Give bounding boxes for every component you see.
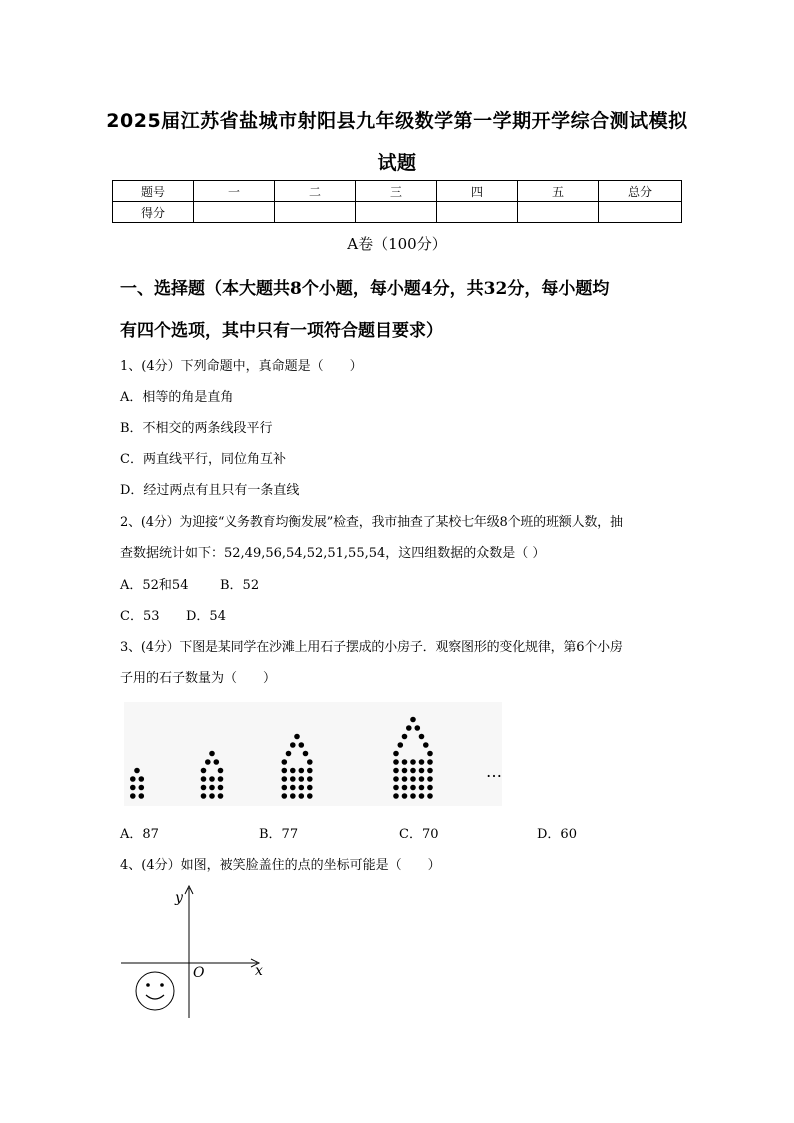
q3-stem-line-2: 子用的石子数量为（ ） <box>120 671 277 686</box>
pebble-dot <box>410 717 416 723</box>
pebble-dot <box>402 734 408 740</box>
pebble-dot <box>393 751 399 757</box>
pebble-dot <box>402 768 408 774</box>
pebble-dot <box>393 793 399 799</box>
score-cell <box>518 202 599 223</box>
smiley-face-icon <box>136 972 174 1010</box>
q1-option-d: D．经过两点有且只有一条直线 <box>120 483 300 498</box>
pebble-dot <box>139 776 145 782</box>
pebble-dot <box>427 768 433 774</box>
q3-option-d: D．60 <box>537 827 577 842</box>
pebble-dot <box>209 785 215 791</box>
q1-option-c: C．两直线平行，同位角互补 <box>120 452 286 467</box>
q2-stem-line-2: 查数据统计如下：52,49,56,54,52,51,55,54，这四组数据的众数是（ ） <box>120 546 546 561</box>
q3-options-row <box>120 823 680 842</box>
pebble-dot <box>423 742 429 748</box>
pebble-dot <box>218 768 224 774</box>
smiley-right-eye <box>160 983 164 987</box>
pebble-dot <box>290 768 296 774</box>
y-axis-label: y <box>175 890 183 906</box>
pebble-dot <box>209 776 215 782</box>
score-table <box>112 180 682 223</box>
score-table-header-cell: 三 <box>356 181 437 202</box>
pebble-dot <box>139 793 145 799</box>
pebble-dot <box>307 759 313 765</box>
pebble-dot <box>402 785 408 791</box>
pebble-dot <box>290 793 296 799</box>
pebble-dot <box>402 793 408 799</box>
pebble-dot <box>299 776 305 782</box>
pebble-dot <box>393 768 399 774</box>
pebble-dot <box>419 759 425 765</box>
pebble-dot <box>290 776 296 782</box>
pebble-dot <box>282 793 288 799</box>
pebble-dot <box>282 785 288 791</box>
pebble-dot <box>201 793 207 799</box>
score-cell <box>275 202 356 223</box>
pebble-dot <box>299 793 305 799</box>
pebble-dot <box>402 776 408 782</box>
part1-title-line-1: 一、选择题（本大题共8个小题，每小题4分，共32分，每小题均 <box>120 279 610 299</box>
pebble-dot <box>427 776 433 782</box>
pebble-dot <box>130 793 136 799</box>
page-title-line-2: 试题 <box>377 152 417 174</box>
pebble-dot <box>130 776 136 782</box>
pebble-dot <box>410 759 416 765</box>
score-table-header-cell: 二 <box>275 181 356 202</box>
pebble-dot <box>130 785 136 791</box>
pebble-dot <box>294 734 300 740</box>
page-title-line-1: 2025届江苏省盐城市射阳县九年级数学第一学期开学综合测试模拟 <box>106 110 688 132</box>
pebble-dot <box>419 785 425 791</box>
figure-ellipsis: … <box>486 762 502 781</box>
figure-background <box>124 702 502 806</box>
smiley-mouth <box>146 995 164 999</box>
pebble-dot <box>218 776 224 782</box>
score-cell <box>356 202 437 223</box>
q3-option-a: A．87 <box>120 827 159 842</box>
pebble-dot <box>205 759 211 765</box>
pebble-dot <box>299 742 305 748</box>
pebble-dot <box>410 776 416 782</box>
pebble-dot <box>209 793 215 799</box>
score-table-header-cell: 一 <box>194 181 275 202</box>
pebble-dot <box>214 759 220 765</box>
pebble-dot <box>419 793 425 799</box>
score-cell <box>194 202 275 223</box>
pebble-dot <box>282 759 288 765</box>
pebble-dot <box>427 751 433 757</box>
part1-title-line-2: 有四个选项，其中只有一项符合题目要求） <box>120 321 443 341</box>
q3-option-c: C．70 <box>399 827 439 842</box>
pebble-dot <box>427 759 433 765</box>
pebble-dot <box>209 751 215 757</box>
pebble-dot <box>134 768 140 774</box>
pebble-dot <box>299 768 305 774</box>
q2-stem-line-1: 2、(4分）为迎接“义务教育均衡发展”检查，我市抽查了某校七年级8个班的班额人数，抽 <box>120 515 623 530</box>
score-cell <box>599 202 682 223</box>
pebble-dot <box>290 785 296 791</box>
q3-option-b: B．77 <box>259 827 299 842</box>
q2-option-b: B．52 <box>220 578 260 593</box>
pebble-dot <box>419 768 425 774</box>
pebble-dot <box>410 768 416 774</box>
pebble-dot <box>419 776 425 782</box>
origin-label: O <box>193 965 205 981</box>
score-table-header-cell: 题号 <box>113 181 194 202</box>
score-table-row-label: 得分 <box>113 202 194 223</box>
q2-options-row-2 <box>120 605 680 624</box>
score-table-score-row <box>113 202 682 223</box>
x-axis-label: x <box>255 963 263 979</box>
pebble-dot <box>415 725 421 731</box>
pebble-dot <box>286 751 292 757</box>
pebble-dot <box>218 793 224 799</box>
pebble-dot <box>303 751 309 757</box>
pebble-dot <box>402 759 408 765</box>
pebble-dot <box>410 793 416 799</box>
pebble-dot <box>406 725 412 731</box>
pebble-dot <box>393 776 399 782</box>
smiley-left-eye <box>146 983 150 987</box>
pebble-dot <box>398 742 404 748</box>
q1-option-b: B．不相交的两条线段平行 <box>120 421 273 436</box>
q4-stem: 4、(4分）如图，被笑脸盖住的点的坐标可能是（ ） <box>120 858 441 873</box>
smiley-outline <box>136 972 174 1010</box>
pebble-dot <box>419 734 425 740</box>
pebble-dot <box>201 785 207 791</box>
q3-stem-line-1: 3、(4分）下图是某同学在沙滩上用石子摆成的小房子．观察图形的变化规律，第6个小房 <box>120 640 623 655</box>
score-table-header-cell: 四 <box>437 181 518 202</box>
score-cell <box>437 202 518 223</box>
q2-option-d: D．54 <box>186 609 226 624</box>
score-table-header-cell: 总分 <box>599 181 682 202</box>
pebble-dot <box>139 785 145 791</box>
coordinate-figure <box>115 882 275 1024</box>
pebble-dot <box>282 768 288 774</box>
score-table-header-cell: 五 <box>518 181 599 202</box>
q1-option-a: A．相等的角是直角 <box>120 390 234 405</box>
pebble-dot <box>290 742 296 748</box>
pebble-dot <box>307 793 313 799</box>
pebble-dot <box>307 776 313 782</box>
q1-stem: 1、(4分）下列命题中，真命题是（ ） <box>120 359 363 374</box>
pebble-dot <box>427 785 433 791</box>
pebble-dot <box>282 776 288 782</box>
pebble-dot <box>307 785 313 791</box>
pebble-dot <box>201 768 207 774</box>
pebble-dot <box>410 785 416 791</box>
pebble-dot <box>299 785 305 791</box>
pebble-dot <box>218 785 224 791</box>
section-a-heading: A卷（100分） <box>347 235 447 253</box>
pebble-dot <box>393 785 399 791</box>
pebble-houses-figure <box>120 700 510 810</box>
pebble-dot <box>201 776 207 782</box>
pebble-dot <box>393 759 399 765</box>
q2-option-a: A．52和54 <box>120 578 189 593</box>
score-table-header-row <box>113 181 682 202</box>
q2-option-c: C．53 <box>120 609 160 624</box>
pebble-dot <box>427 793 433 799</box>
pebble-dot <box>307 768 313 774</box>
q2-options-row-1 <box>120 574 680 593</box>
